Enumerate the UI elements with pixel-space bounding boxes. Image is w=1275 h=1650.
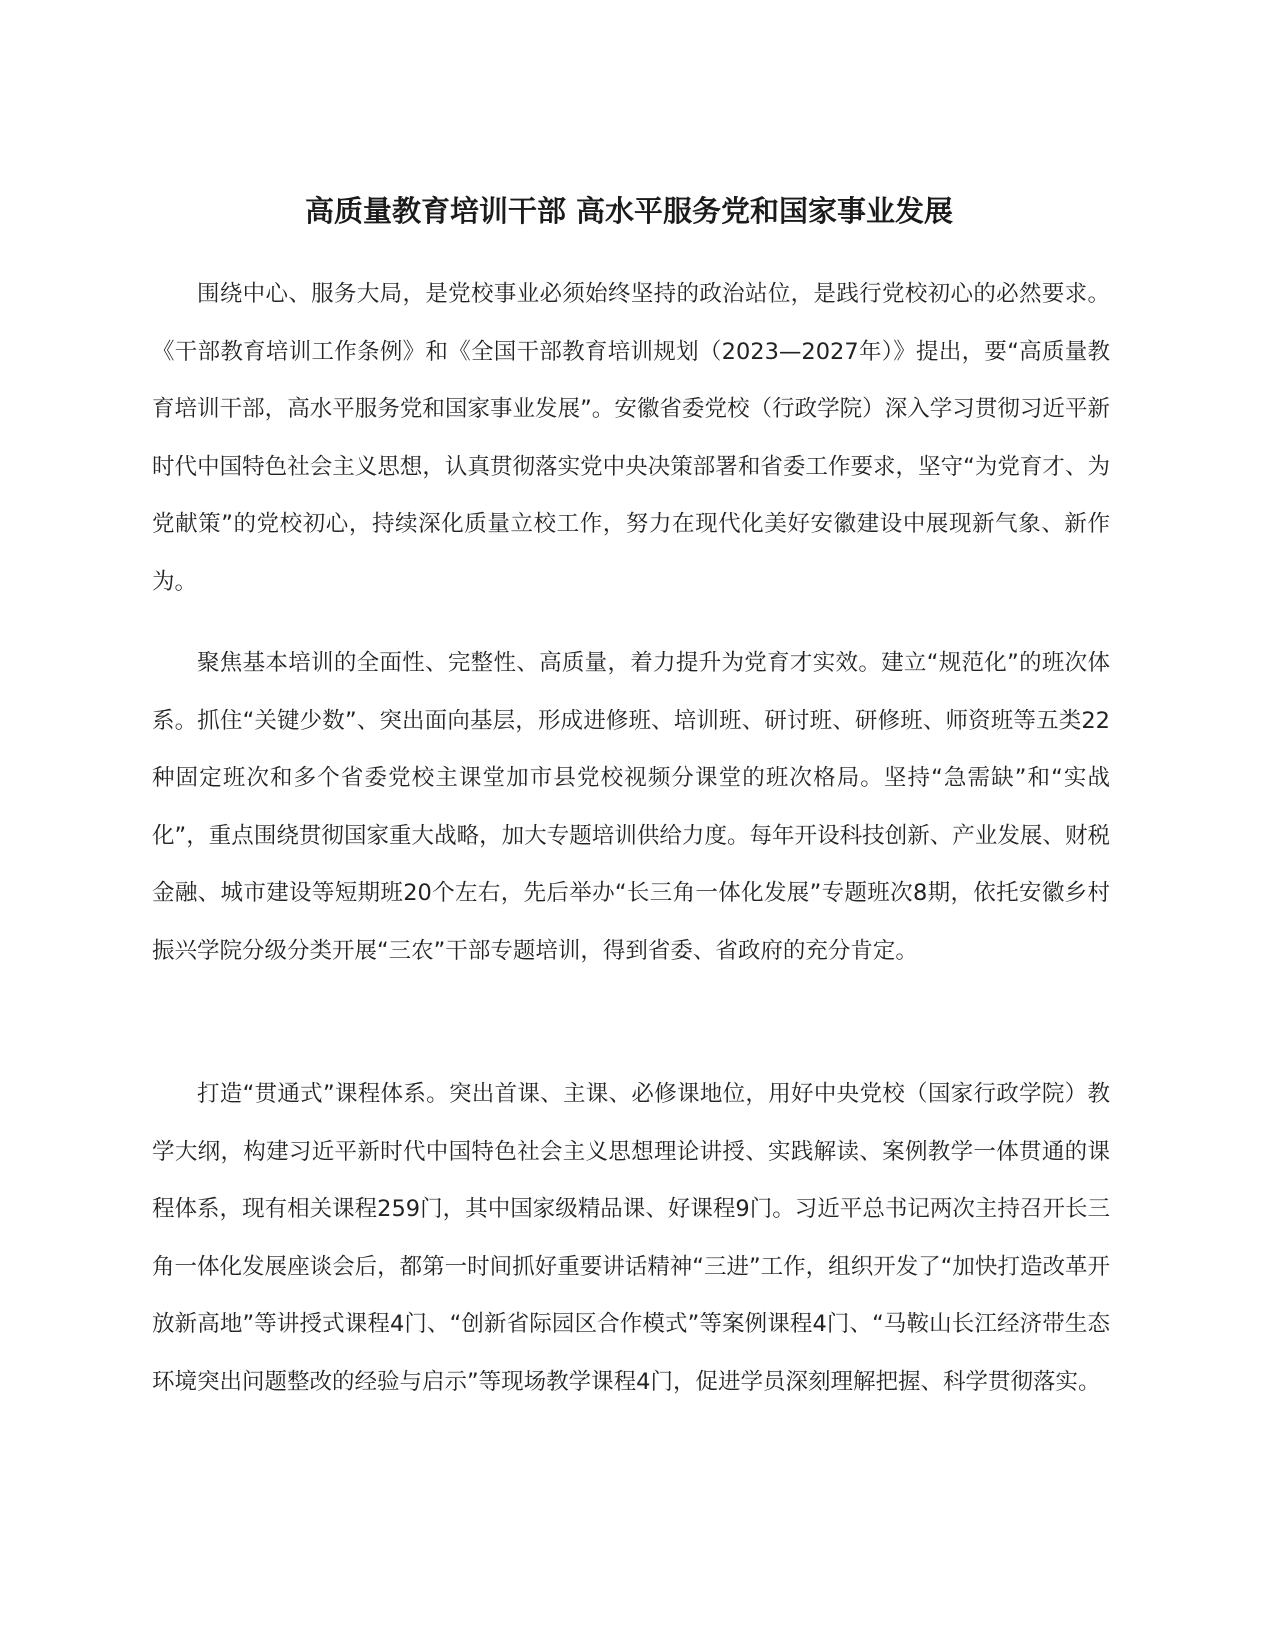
paragraph-basic-training: 聚焦基本培训的全面性、完整性、高质量，着力提升为党育才实效。建立“规范化”的班次体系。抓住“关键少数”、突出面向基层，形成进修班、培训班、研讨班、研修班、师资班等五类22种固定班次和多个省委党校主课堂加市县党校视频分课堂的班次格局。坚持“急需缺”和“实战化”，重点围绕贯彻国家重大战略，加大专题培训供给力度。每年开设科技创新、产业发展、财税金融、城市建设等短期班20个左右，先后举办“长三角一体化发展”专题班次8期，依托安徽乡村振兴学院分级分类开展“三农”干部专题培训，得到省委、省政府的充分肯定。 [152,650,1110,964]
document-title: 高质量教育培训干部 高水平服务党和国家事业发展 [304,194,954,228]
paragraph-intro: 围绕中心、服务大局，是党校事业必须始终坚持的政治站位，是践行党校初心的必然要求。《干部教育培训工作条例》和《全国干部教育培训规划（2023—2027年）》提出，要“高质量教育培训干部，高水平服务党和国家事业发展”。安徽省委党校（行政学院）深入学习贯彻习近平新时代中国特色社会主义思想，认真贯彻落实党中央决策部署和省委工作要求，坚守“为党育才、为党献策”的党校初心，持续深化质量立校工作，努力在现代化美好安徽建设中展现新气象、新作为。 [152,281,1110,595]
paragraph-curriculum: 打造“贯通式”课程体系。突出首课、主课、必修课地位，用好中央党校（国家行政学院）教学大纲，构建习近平新时代中国特色社会主义思想理论讲授、实践解读、案例教学一体贯通的课程体系，现有相关课程259门，其中国家级精品课、好课程9门。习近平总书记两次主持召开长三角一体化发展座谈会后，都第一时间抓好重要讲话精神“三进”工作，组织开发了“加快打造改革开放新高地”等讲授式课程4门、“创新省际园区合作模式”等案例课程4门、“马鞍山长江经济带生态环境突出问题整改的经验与启示”等现场教学课程4门，促进学员深刻理解把握、科学贯彻落实。 [152,1081,1110,1395]
